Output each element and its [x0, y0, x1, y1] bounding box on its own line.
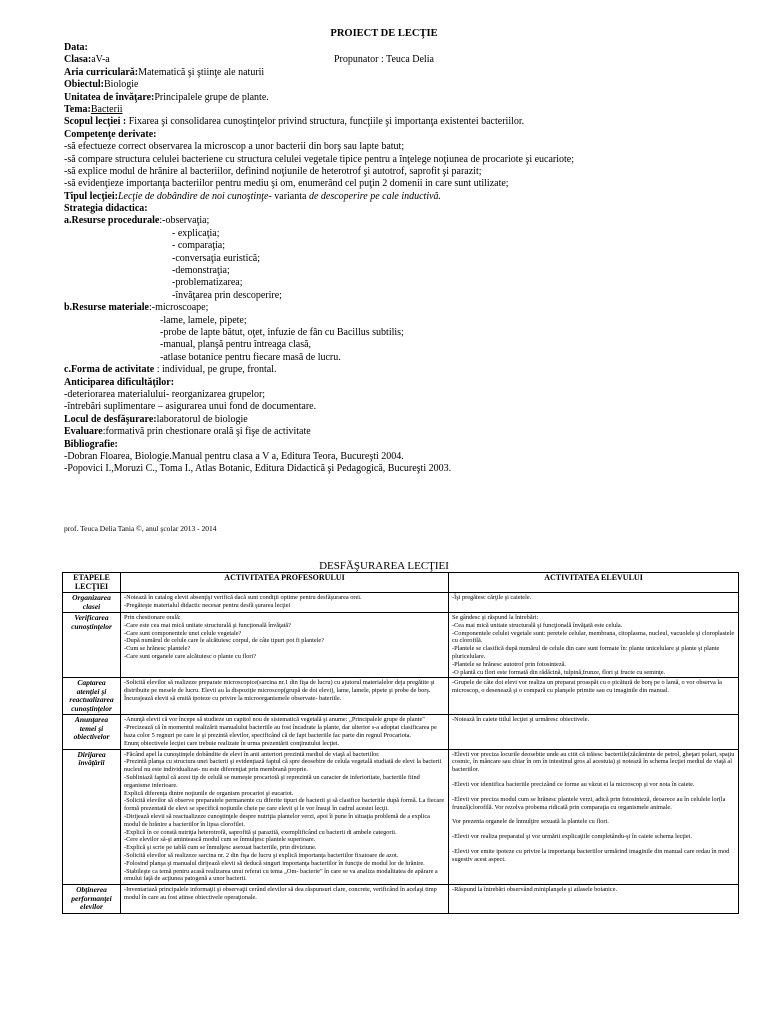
student-activity-line [452, 789, 735, 796]
lesson-table [62, 572, 739, 914]
student-activity-line: -Notează în caiete titlul lecţiei şi urmăresc obiectivele. [452, 716, 590, 724]
strategia-label: Strategia didactica: [64, 203, 148, 215]
materiale-label: b.Resurse materiale [64, 302, 149, 314]
student-activity-line: -Răspund la întrebări observând miniplanşele şi atlasele botanice. [452, 886, 618, 894]
stage-cell: Anunţarea temei şi obiectivelor [63, 715, 121, 749]
teacher-activity-line: -Subliniază faptul că acest tip de celulă se numeşte procariotă şi reprezintă un caracter de inferioritate, bacteriile fiind organisme inferioare. [124, 773, 420, 789]
teacher-activity-line: -Folosind planşa şi manualul dirijează elevii să deducă singuri importanţa bacteriilor în funcţie de modul lor de hrănire. [124, 859, 425, 867]
procedurale-item: - comparaţia; [172, 240, 226, 252]
clasa-label: Clasa: [64, 54, 92, 66]
teacher-activity-cell [121, 749, 449, 885]
section-title: DESFĂŞURAREA LECŢIEI [319, 560, 449, 572]
student-activity-line: -Componentele celulei vegetale sunt: peretele celular, membrana, citoplasma, nucleul, vacuolele şi cloroplastele cu clorofilă. [452, 629, 735, 645]
stage-cell: Captarea atenţiei şi reactualizarea cunoştinţelor [63, 678, 121, 715]
teacher-activity-line: -Explică şi scrie pe tablă cum se înmulţesc asexuat bacteriile, prin diviziune. [124, 844, 317, 852]
stage-cell: Verificarea cunoştinţelor [63, 613, 121, 678]
table-row [63, 593, 739, 613]
teacher-activity-line: -Care sunt componentele unei celule vegetale? [124, 629, 242, 637]
stage-cell: Dirijarea învăţării [63, 749, 121, 885]
bibliografie-item: -Popovici I.,Moruzi C., Toma I., Atlas Botanic, Editura Didactică şi Pedagogică, Bucureşti 2003. [64, 463, 452, 475]
obiect-value: Biologie [104, 79, 139, 91]
teacher-activity-line: -După numărul de celule care le alcătuiesc corpul, de câte tipuri pot fi plantele? [124, 637, 325, 645]
document-title: PROIECT DE LECŢIE [330, 28, 438, 39]
forma-label: c.Forma de activitate [64, 364, 155, 376]
student-activity-line [452, 841, 735, 848]
student-activity-cell [449, 885, 739, 914]
student-activity-line: Se gândesc şi răspund la întrebări: [452, 614, 539, 621]
teacher-activity-line: -Solicită elevilor să observe preparatele permanente cu diferite tipuri de bacterii şi să clasifice bacteriile după formă. La fiecare formă prezentată de elevi se specifică noţiunile cheie pe care elevii şi le vor însuşi în cadrul acestei lecţii. [124, 797, 445, 813]
bibliografie-label: Bibliografie: [64, 438, 118, 450]
procedurale-item: -conversaţia euristică; [172, 252, 261, 264]
anticipare-item: -întrebări suplimentare – asigurarea unui fond de documentare. [64, 401, 317, 413]
student-activity-line: -Plantele se hrănesc autotrof prin fotosinteză. [452, 660, 567, 668]
bibliografie-item: -Dobran Floarea, Biologie.Manual pentru clasa a V a, Editura Teora, Bucureşti 2004. [64, 450, 404, 462]
evaluare-label: Evaluare [64, 426, 103, 438]
teacher-activity-cell [121, 885, 449, 914]
column-header: ACTIVITATEA ELEVULUI [449, 573, 739, 593]
teacher-activity-line: -Făcând apel la cunoştinţele dobândite de elevi în anii anteriori prezintă mediul de viaţă al bacteriilor. [124, 750, 380, 758]
student-activity-cell [449, 715, 739, 749]
student-activity-line: -O plantă cu flori este formată din rădăcină, tulpină,frunze, flori şi fructe cu seminţe. [452, 668, 666, 676]
procedurale-item: - explicaţia; [172, 227, 220, 239]
teacher-activity-line: -Solicită elevilor să realizeze preparate microscopice(sarcina nr.1 din fişa de lucru) cu ajutorul materialelor deja pregătite şi distribuite pe mesele de lucru. Elevii au la dispoziţie microscop(grupă de doi elevi), lame, lamele, pipete şi probe de borş. Încurajează elevii să emită ipoteze cu privire la microorganismele observate- bateriile. [124, 679, 435, 702]
procedurale-item: -învăţarea prin descoperire; [172, 289, 282, 301]
student-activity-line: Vor prezenta organele de înmulţire sexuată la plantele cu flori. [452, 818, 609, 826]
teacher-activity-line: -Precizează că în momentul realizării manualului bacteriile au fost încadrate la plante, dar ulterior s-a adoptat clasificarea pe baza color 5 regnuri pe care le şi prezintă elevilor, specificând că de fapt bacteriile fac parte din regnul Procariota. [124, 724, 437, 739]
teacher-activity-line: -Anunţă elevii că vor începe să studieze un capitol nou de sistematică vegetală şi anume: „Principalele grupe de plante" [124, 716, 425, 724]
materiale-item: -probe de lapte bătut, oţet, infuzie de fân cu Bacillus subtilis; [160, 326, 404, 338]
teacher-activity-cell [121, 715, 449, 749]
student-activity-line: -Cea mai mică unitate structurală şi funcţională învăţată este celula. [452, 621, 623, 629]
teacher-activity-cell [121, 593, 449, 613]
student-activity-cell [449, 613, 739, 678]
table-header-row [63, 573, 739, 593]
student-activity-cell [449, 678, 739, 715]
locul-value: laboratorul de biologie [156, 413, 248, 425]
procedurale-item: :-observaţia; [159, 215, 210, 227]
teacher-activity-line: Prin chestionare orală: [124, 614, 181, 621]
stage-cell: Organizarea clasei [63, 593, 121, 613]
column-header: ETAPELE LECŢIEI [63, 573, 121, 593]
competenta-item: -să compare structura celulei bacteriene cu structura celulei vegetale tipice pentru a înţelege noţiunea de procariote şi eucariote; [64, 153, 575, 165]
teacher-activity-line: -Care sunt organele care alcătuiesc o plante cu flori? [124, 652, 257, 660]
teacher-activity-line: -Cum se hrănesc plantele? [124, 645, 191, 653]
tema-label: Tema: [64, 103, 91, 115]
evaluare-value: :formativă prin chestionare orală şi fişe de activitate [102, 426, 311, 438]
competenta-item: -să explice modul de hrănire al bacteriilor, definind noţiunile de heterotrof şi autotrof, saprofit şi parazit; [64, 165, 482, 177]
competente-label: Competenţe derivate: [64, 128, 157, 140]
procedurale-label: a.Resurse procedurale [64, 215, 160, 227]
obiect-label: Obiectul: [64, 79, 104, 91]
teacher-activity-line: -Inventariază principalele informaţii şi observaţii cerând elevilor să dea răspunsuri clare, concrete, verificând în acelaşi timp modul în care au fost atinse obiectivele operaţionale. [124, 886, 437, 901]
teacher-activity-line: -Prezintă planşa cu structura unei bacterii şi evidenţiază faptul că spre deosebire de celula vegetală studiată de elevi la bacterii nucleul nu este individualizat- nu este diferenţiat prin membrană proprie. [124, 758, 442, 774]
column-header: ACTIVITATEA PROFESORULUI [121, 573, 449, 593]
teacher-activity-line: -Stabileşte ca temă pentru acasă realizarea unui referat cu tema „Om- bacterie" în care se va analiza modalitatea de apărare a omului faţă de acţiunea patogenă a unor bacterii. [124, 867, 438, 883]
tip-value-2: de descoperire pe cale inductivă. [308, 190, 442, 202]
competenta-item: -să evidenţieze importanţa bacteriilor pentru mediu şi om, enumerând cel puţin 2 domenii in care sunt utilizate; [64, 178, 509, 190]
tip-label: Tipul lecţiei: [64, 190, 118, 202]
tema-value: Bacterii [90, 103, 123, 115]
student-activity-line [452, 774, 735, 781]
materiale-item: -lame, lamele, pipete; [160, 314, 247, 326]
materiale-item: :-microscoape; [148, 302, 209, 314]
anticipare-item: -deteriorarea materialului- reorganizarea grupelor; [64, 388, 266, 400]
unitate-value: Principalele grupe de plante. [154, 91, 269, 103]
student-activity-line: -Elevii vor identifica bacteriile precizând ce forme au văzut ei la microscop şi vor nota în caiete. [452, 780, 695, 788]
propunator: Propunator : Teuca Delia [334, 54, 434, 66]
student-activity-line [452, 826, 735, 833]
materiale-item: -manual, planşă pentru întreaga clasă, [160, 339, 312, 351]
table-row [63, 715, 739, 749]
student-activity-line: -Plantele se clasifică după numărul de celule din care sunt formate în: plante unicelulare şi plante şi plante pluricelulare. [452, 645, 720, 660]
teacher-activity-line: -Explică în ce constă nutriţia heterotrofă, saprofită şi parazită, exemplificând cu bacterii di ambele categorii. [124, 828, 397, 836]
anticipare-label: Anticiparea dificultăţilor: [64, 376, 175, 388]
table-row [63, 749, 739, 885]
teacher-activity-cell [121, 613, 449, 678]
procedurale-item: -problematizarea; [172, 277, 243, 289]
author-note: prof. Teuca Delia Tania ©, anul şcolar 2013 - 2014 [64, 524, 217, 533]
table-row [63, 613, 739, 678]
teacher-activity-line: -Notează în catalog elevii absenţişi verifică dacă sunt condiţii optime pentru desfăşurarea orei. [124, 594, 362, 601]
student-activity-line: -Îşi pregătesc cărţile şi caietele. [452, 594, 532, 601]
table-row [63, 678, 739, 715]
tip-rest: - varianta [268, 190, 309, 202]
teacher-activity-line: -Pregăteşte materialul didactic necesar pentru desfă şurarea lecţiei [124, 601, 291, 609]
student-activity-cell [449, 749, 739, 885]
scop-value: Fixarea şi consolidarea cunoştinţelor privind structura, funcţiile şi importanţa existentei bacteriilor. [126, 116, 525, 128]
competenta-item: -să efectueze correct observarea la microscop a unor bacterii din borş sau lapte batut; [64, 141, 405, 153]
scop-label: Scopul lecţiei : [64, 116, 127, 128]
aria-label: Aria curriculară: [64, 66, 139, 78]
lesson-header [64, 42, 724, 476]
teacher-activity-line: -Dirijează elevii să reactualizeze cunoştinţele despre nutriţia plantelor verzi, apoi îi pune în situaţia problemă de a explica modul de hrănire a bacteriilor în lipsa clorofilei. [124, 812, 430, 828]
forma-value: : individual, pe grupe, frontal. [154, 364, 277, 376]
teacher-activity-cell [121, 678, 449, 715]
teacher-activity-line: -Solicită elevilor să realizeze sarcina nr. 2 din fişa de lucru şi explică importanţa bacteriilor fixatoare de azot. [124, 851, 399, 859]
procedurale-item: -demonstraţia; [172, 265, 230, 277]
stage-cell: Obţinerea performanţei elevilor [63, 885, 121, 914]
student-activity-line: -Grupele de câte doi elevi vor realiza un preparat proaspăt cu o picătură de borş pe o lamă, o vor observa la microscop, o desenează şi o compară cu planşele primite sau cu imaginile din manual. [452, 679, 722, 695]
data-label: Data: [64, 42, 88, 53]
aria-value: Matematică şi ştiinţe ale naturii [138, 66, 265, 78]
student-activity-line [452, 811, 735, 818]
materiale-item: -atlase botanice pentru fiecare masă de lucru. [160, 351, 341, 363]
locul-label: Locul de desfăşurare: [64, 413, 157, 425]
teacher-activity-line: -Care este cea mai mică unitate structurală şi funcţională învăţată? [124, 621, 291, 629]
teacher-activity-line: Explică diferenţa dintre noţiunile de organism procariot şi eucariot. [124, 789, 294, 797]
student-activity-cell [449, 593, 739, 613]
unitate-label: Unitatea de învăţare: [64, 91, 155, 103]
clasa-value: aV-a [91, 54, 110, 66]
student-activity-line: -Elevii vor preciza modul cum se hrănesc plantele verzi, adică prin fotosinteză, deoarece au în celulele lor(la frunză)clorofilă. Vor rezolva probema ridicată prin comparaţia cu organismele animale. [452, 795, 726, 811]
student-activity-line: -Elevii vor realiza preparatul şi vor urmării explicaţiile completându-şi în caiete schema lecţiei. [452, 833, 693, 841]
teacher-activity-line: Enunţ obiectivele lecţiei care trebuie realizate în urma prezentării conţinutului lecţiei. [124, 739, 340, 747]
tip-value: Lecţie de dobândire de noi cunoştinţe [117, 190, 269, 202]
student-activity-line: -Elevii vor preciza locurile deosebite unde au citit că trăiesc bacteriile(zăcăminte de petrol, gheţari polari, spaţiu cosmic, în mâncare sau chiar în om în intestinul gros al acestuia) şi notează în schema lecţiei mediul de viaţă al bacteriilor. [452, 750, 735, 774]
student-activity-line: -Elevii vor emite ipoteze cu privire la importanţa bacteriilor urmărind imaginile din manual care redau în mod sugestiv acest aspect. [452, 847, 730, 863]
teacher-activity-line: -Cere elevilor să-şi amintească modul cum se înmulţesc plantele superioare. [124, 836, 316, 844]
table-row [63, 885, 739, 914]
